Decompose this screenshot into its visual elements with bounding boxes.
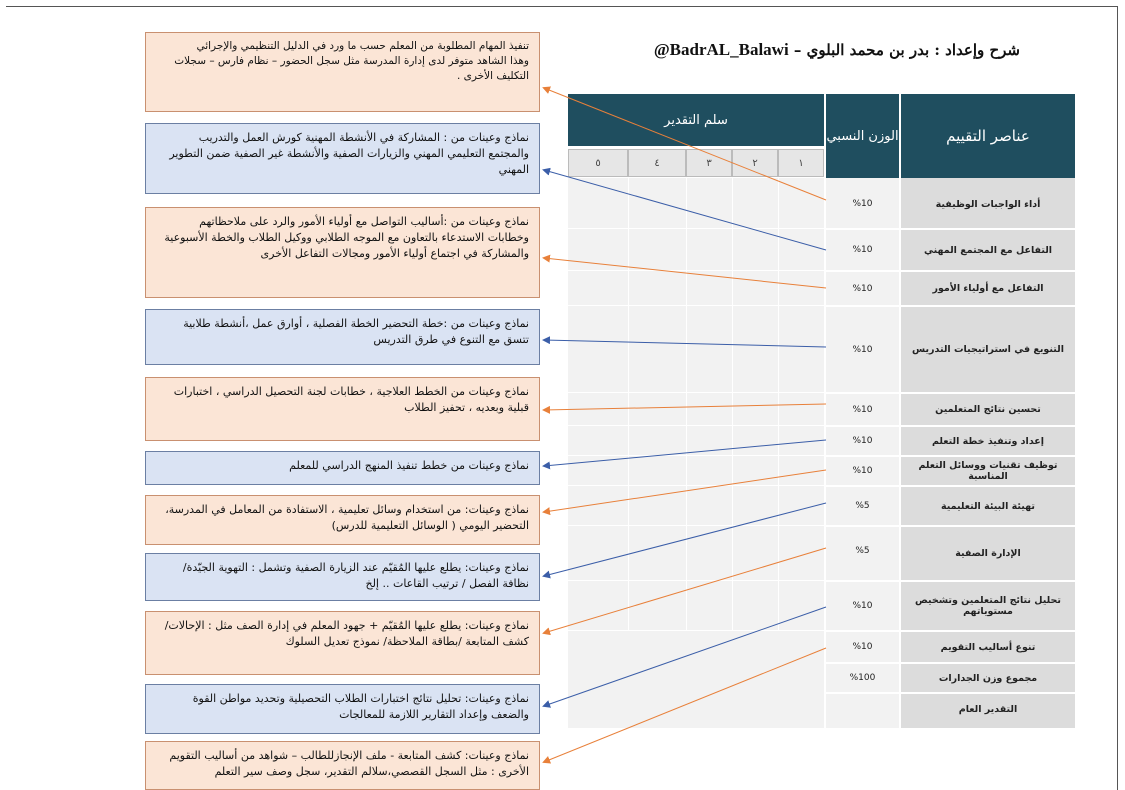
row-element-name: الإدارة الصفية — [955, 548, 1021, 559]
row-element-name: إعداد وتنفيذ خطة التعلم — [931, 435, 1045, 447]
evidence-note: نماذج وعينات: كشف المتابعة - ملف الإنجازللطالب – شواهد من أساليب التقويم الأخرى : مثل السجل القصصي،سلالم التقدير، سجل وصف سير التعلم — [145, 741, 540, 790]
connector-line — [544, 404, 826, 410]
row-element-name: تحسين نتائج المتعلمين — [935, 404, 1041, 415]
row-weight: %10 — [852, 344, 873, 355]
connector-line — [544, 258, 826, 288]
connector-line — [544, 548, 826, 633]
connector-line — [544, 340, 826, 347]
row-element-name: توظيف تقنيات ووسائل التعلم المناسبة — [918, 460, 1058, 482]
row-element-name: التفاعل مع المجتمع المهني — [923, 244, 1053, 256]
scale-number: ٢ — [732, 149, 778, 177]
connector-line — [544, 503, 826, 576]
row-weight: %10 — [852, 199, 873, 209]
evidence-note: نماذج وعينات: يطلع عليها المُقيّم عند الزيارة الصفية وتشمل : التهوية الجيّدة/ نظافة الفصل / ترتيب القاعات .. إلخ — [145, 553, 540, 601]
connector-line — [544, 648, 826, 762]
row-weight: %10 — [852, 404, 873, 415]
row-weight: %10 — [852, 466, 873, 476]
connector-line — [544, 470, 826, 512]
row-element-name: أداء الواجبات الوظيفية — [935, 198, 1041, 210]
evidence-note: نماذج وعينات من الخطط العلاجية ، خطابات لجنة التحصيل الدراسي ، اختبارات قبلية وبعديه ، تحفيز الطلاب — [145, 377, 540, 441]
header-weight-label: الوزن النسبي — [826, 128, 899, 144]
row-element-name: تهيئة البيئة التعليمية — [940, 500, 1036, 512]
row-weight: %100 — [849, 673, 876, 683]
author-prefix: شرح وإعداد : بدر بن محمد البلوي – — [793, 41, 1020, 59]
row-weight: %5 — [855, 501, 870, 511]
connector-line — [544, 88, 826, 200]
connector-line — [544, 607, 826, 706]
scale-number: ٣ — [686, 149, 732, 177]
header-scale-label: سلم التقدير — [664, 112, 728, 128]
connector-line — [544, 440, 826, 466]
row-element-name: التفاعل مع أولياء الأمور — [932, 283, 1044, 294]
evidence-note: نماذج وعينات: تحليل نتائج اختبارات الطلاب التحصيلية وتحديد مواطن القوة والضعف وإعداد التقارير اللازمة للمعالجات — [145, 684, 540, 734]
row-weight: %10 — [852, 642, 873, 652]
row-element-name: تنوع أساليب التقويم — [940, 641, 1036, 653]
row-element-name: التنويع في استراتيجيات التدريس — [912, 344, 1064, 355]
row-element-name: التقدير العام — [958, 703, 1018, 715]
row-element-name: تحليل نتائج المتعلمين وتشخيص مستوياتهم — [915, 595, 1061, 617]
scale-number: ٤ — [628, 149, 686, 177]
header-elements-label: عناصر التقييم — [946, 127, 1030, 145]
evidence-note: نماذج وعينات من : المشاركة في الأنشطة المهنية كورش العمل والتدريب والمجتمع التعليمي المهني والزيارات الصفية والأنشطة غير الصفية ضمن التطوير المهني — [145, 123, 540, 194]
evidence-note: نماذج وعينات: من استخدام وسائل تعليمية ، الاستفادة من المعامل في المدرسة، التحضير اليومي ( الوسائل التعليمية للدرس) — [145, 495, 540, 545]
evidence-note: تنفيذ المهام المطلوبة من المعلم حسب ما ورد في الدليل التنظيمي والإجرائي وهذا الشاهد متوفر لدى إدارة المدرسة مثل سجل الحضور – نظام فارس – سجلات التكليف الأخرى . — [145, 32, 540, 112]
evidence-note: نماذج وعينات من خطط تنفيذ المنهج الدراسي للمعلم — [145, 451, 540, 485]
scale-number: ١ — [778, 149, 824, 177]
evidence-note: نماذج وعينات من :خطة التحضير الخطة الفصلية ، أوارق عمل ،أنشطة طلابية تتسق مع التنوع في طرق التدريس — [145, 309, 540, 365]
row-weight: %10 — [852, 436, 873, 446]
evidence-note: نماذج وعينات: يطلع عليها المُقيّم + جهود المعلم في إدارة الصف مثل : الإحالات/ كشف المتابعة /بطاقة الملاحظة/ نموذج تعديل السلوك — [145, 611, 540, 675]
row-weight: %10 — [852, 601, 873, 611]
row-weight: %10 — [852, 245, 873, 255]
connector-line — [544, 170, 826, 250]
author-handle: @BadrAL_Balawi — [653, 40, 789, 59]
row-weight: %10 — [852, 283, 873, 294]
scale-number: ٥ — [568, 149, 628, 177]
row-element-name: مجموع وزن الجدارات — [938, 672, 1038, 684]
evidence-note: نماذج وعينات من :أساليب التواصل مع أولياء الأمور والرد على ملاحظاتهم وخطابات الاستدعاء بالتعاون مع الموجه الطلابي ووكيل الطلاب والخطة الأسبوعية والمشاركة في اجتماع أولياء الأمور ومجالات التفاعل الأخرى — [145, 207, 540, 298]
row-weight: %5 — [855, 546, 870, 556]
